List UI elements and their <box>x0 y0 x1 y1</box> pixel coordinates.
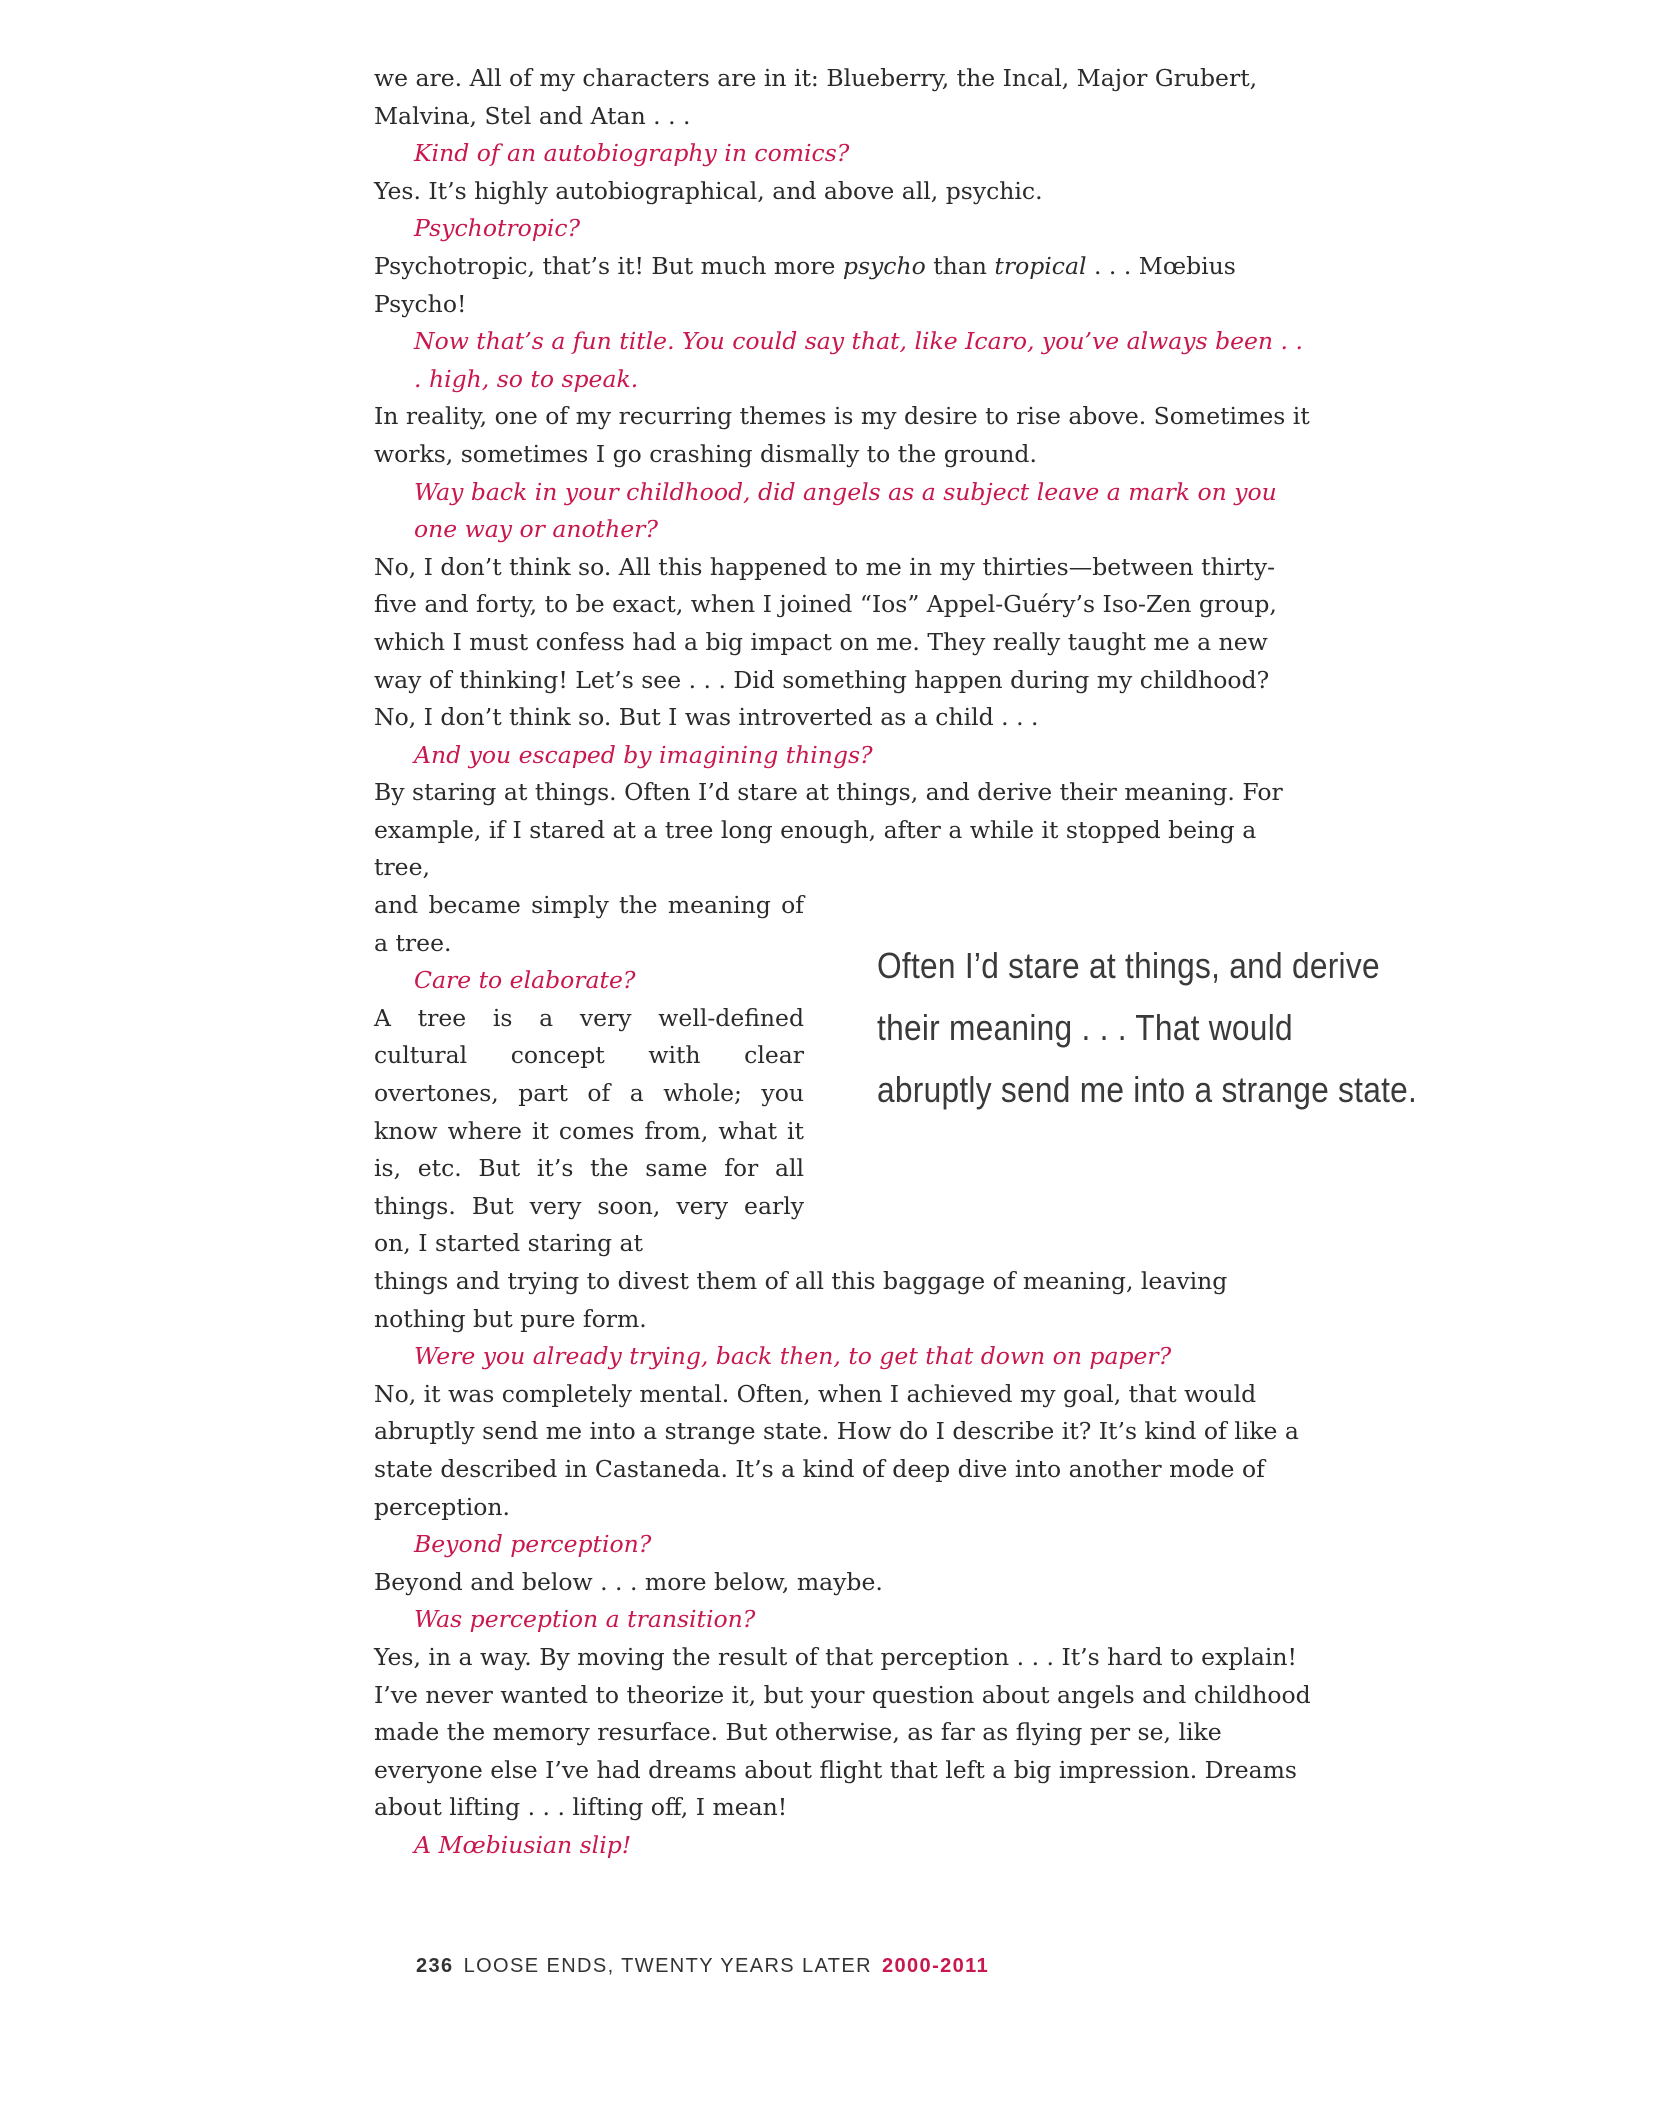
question-text: Kind of an autobiography in comics? <box>414 139 850 168</box>
question-text: Was perception a transition? <box>414 1605 756 1634</box>
answer-text: No, I don’t think so. All this happened to me in my thirties—between thirty-five and forty, to be exact, when I joined “Ios” Appel-Guéry’s Iso-Zen group, which I must confess had a big impact on me. They really taught me a new way of thinking! Let’s see . . . Did something happen during my childhood? No, I don’t think so. But I was introverted as a child . . . <box>374 552 1277 732</box>
question-text: Way back in your childhood, did angels as a subject leave a mark on you one way or another? <box>414 477 1277 544</box>
answer-text: Yes, in a way. By moving the result of that perception . . . It’s hard to explain! I’ve never wanted to theorize it, but your question about angels and childhood made the memory resurface. But otherwise, as far as flying per se, like everyone else I’ve had dreams about flight that left a big impression. Dreams about lifting . . . lifting off, I mean! <box>374 1642 1311 1822</box>
question-text: Beyond perception? <box>414 1530 652 1559</box>
answer-text: we are. All of my characters are in it: Blueberry, the Incal, Major Grubert, Malvina, Stel and Atan . . . <box>374 64 1258 130</box>
answer-text: By staring at things. Often I’d stare at things, and derive their meaning. For example, if I stared at a tree long enough, after a while it stopped being a tree, <box>374 778 1283 882</box>
pull-quote-line: Often I’d stare at things, and derive <box>877 945 1380 986</box>
pull-quote-line: abruptly send me into a strange state. <box>877 1069 1418 1110</box>
pull-quote-line: their meaning . . . That would <box>877 1007 1293 1048</box>
answer-text <box>374 248 1314 323</box>
question-text: And you escaped by imagining things? <box>414 740 873 769</box>
answer-text: Yes. It’s highly autobiographical, and above all, psychic. <box>374 176 1043 205</box>
answer-text: Beyond and below . . . more below, maybe. <box>374 1567 883 1596</box>
answer-text-narrow: and became simply the meaning of a tree. <box>374 891 804 957</box>
page-number: 236 <box>416 1955 454 1977</box>
section-years: 2000-2011 <box>881 1955 990 1977</box>
question-text: Were you already trying, back then, to get that down on paper? <box>414 1342 1172 1371</box>
question-text: Now that’s a fun title. You could say that, like Icaro, you’ve always been . . . high, so to speak. <box>414 327 1303 393</box>
section-title: LOOSE ENDS, TWENTY YEARS LATER <box>463 1955 872 1977</box>
question-text: A Mœbiusian slip! <box>414 1830 632 1859</box>
answer-text: No, it was completely mental. Often, when I achieved my goal, that would abruptly send me into a strange state. How do I describe it? It’s kind of like a state described in Castaneda. It’s a kind of deep dive into another mode of perception. <box>374 1379 1299 1521</box>
answer-text: In reality, one of my recurring themes is my desire to rise above. Sometimes it works, sometimes I go crashing dismally to the ground. <box>374 402 1310 468</box>
question-text: Care to elaborate? <box>414 966 636 995</box>
answer-text-narrow: A tree is a very well-defined cultural concept with clear overtones, part of a whole; you know where it comes from, what it is, etc. But it’s the same for all things. But very soon, very early on, I started staring at <box>374 1003 804 1258</box>
answer-fragment: Psychotropic, that’s it! But much more <box>374 251 843 280</box>
emphasis-text: psycho <box>842 251 926 280</box>
answer-fragment: . . . Mœbius Psycho! <box>374 251 1236 318</box>
answer-fragment: than <box>925 251 995 280</box>
answer-text: things and trying to divest them of all this baggage of meaning, leaving nothing but pure form. <box>374 1267 1228 1333</box>
question-text: Psychotropic? <box>414 214 581 243</box>
page-footer <box>416 1955 989 1978</box>
emphasis-text: tropical <box>994 251 1087 280</box>
pull-quote <box>877 935 1418 1121</box>
